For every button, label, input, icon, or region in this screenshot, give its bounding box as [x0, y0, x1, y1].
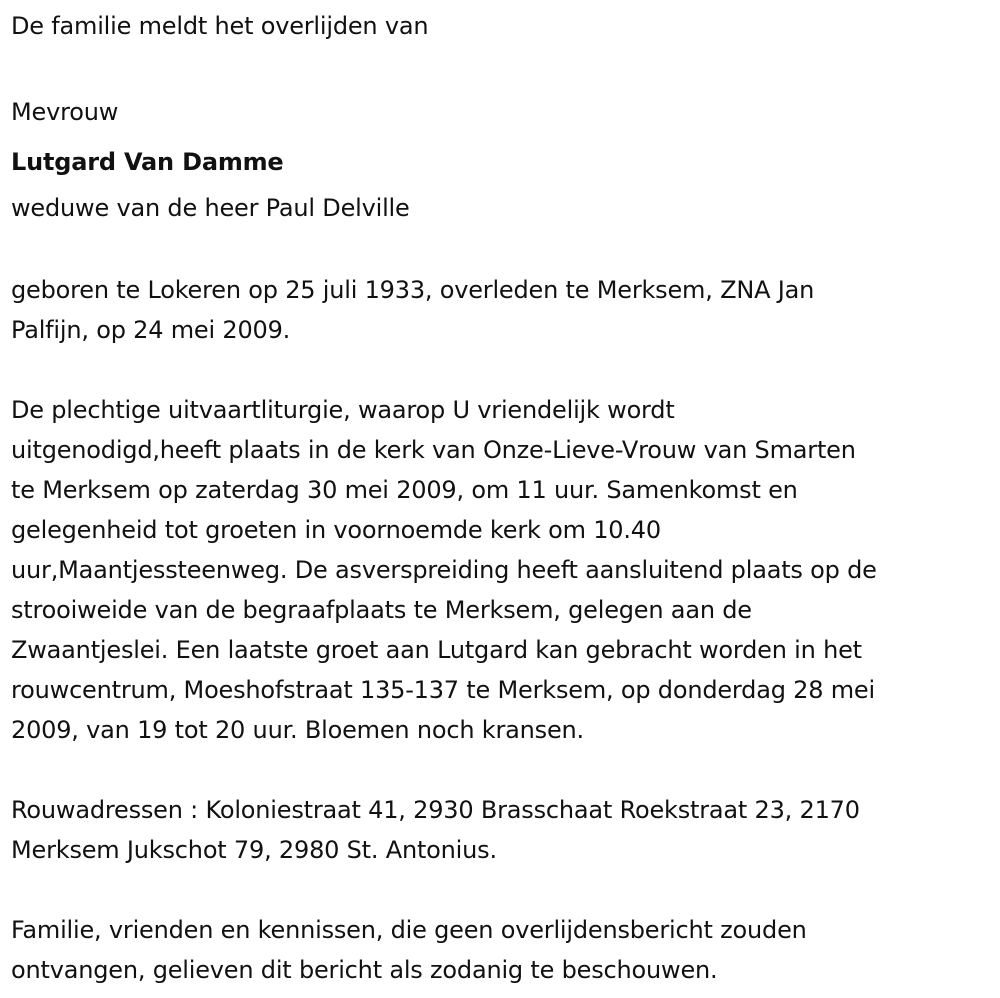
paragraph-line: Palfijn, op 24 mei 2009. — [11, 316, 291, 344]
paragraph-line: 2009, van 19 tot 20 uur. Bloemen noch kransen. — [11, 716, 584, 744]
relation-text: weduwe van de heer Paul Delville — [11, 194, 410, 222]
paragraph-line: uur,Maantjessteenweg. De asverspreiding heeft aansluitend plaats op de — [11, 556, 877, 584]
spacer — [11, 46, 1000, 86]
paragraph-line: De plechtige uitvaartliturgie, waarop U vriendelijk wordt — [11, 396, 675, 424]
paragraph-line: geboren te Lokeren op 25 juli 1933, overleden te Merksem, ZNA Jan — [11, 276, 815, 304]
addresses-paragraph — [11, 790, 1000, 870]
intro-text: De familie meldt het overlijden van — [11, 12, 429, 40]
paragraph-line: rouwcentrum, Moeshofstraat 135-137 te Merksem, op donderdag 28 mei — [11, 676, 875, 704]
birth-death-paragraph — [11, 270, 1000, 350]
paragraph-line: Rouwadressen : Koloniestraat 41, 2930 Brasschaat Roekstraat 23, 2170 — [11, 796, 860, 824]
paragraph-line: te Merksem op zaterdag 30 mei 2009, om 11 uur. Samenkomst en — [11, 476, 798, 504]
paragraph-line: Merksem Jukschot 79, 2980 St. Antonius. — [11, 836, 497, 864]
ceremony-paragraph — [11, 390, 1000, 750]
spacer — [11, 350, 1000, 390]
paragraph-line: strooiweide van de begraafplaats te Merksem, gelegen aan de — [11, 596, 752, 624]
paragraph-line: gelegenheid tot groeten in voornoemde kerk om 10.40 — [11, 516, 661, 544]
spacer — [11, 750, 1000, 790]
paragraph-line: Zwaantjeslei. Een laatste groet aan Lutgard kan gebracht worden in het — [11, 636, 862, 664]
honorific: Mevrouw — [11, 98, 119, 126]
paragraph-line: uitgenodigd,heeft plaats in de kerk van Onze-Lieve-Vrouw van Smarten — [11, 436, 856, 464]
spacer — [11, 870, 1000, 910]
closing-paragraph — [11, 910, 1000, 990]
spacer — [11, 230, 1000, 270]
paragraph-line: ontvangen, gelieven dit bericht als zodanig te beschouwen. — [11, 956, 718, 984]
paragraph-line: Familie, vrienden en kennissen, die geen overlijdensbericht zouden — [11, 916, 807, 944]
deceased-name: Lutgard Van Damme — [11, 148, 284, 176]
